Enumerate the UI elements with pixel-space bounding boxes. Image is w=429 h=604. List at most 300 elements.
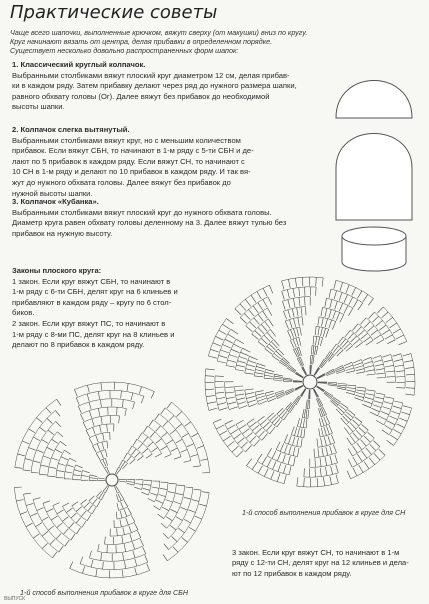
stitch-mark bbox=[117, 528, 118, 536]
stitch-mark bbox=[228, 334, 236, 339]
stitch-mark bbox=[256, 393, 265, 395]
stitch-mark bbox=[47, 447, 54, 450]
stitch-mark bbox=[148, 498, 155, 502]
stitch-mark bbox=[103, 459, 106, 466]
stitch-mark bbox=[89, 478, 97, 479]
stitch-mark bbox=[67, 465, 74, 467]
stitch-mark bbox=[145, 555, 148, 562]
row-arc bbox=[275, 393, 277, 399]
stitch-mark bbox=[333, 445, 336, 453]
stitch-mark bbox=[92, 508, 96, 515]
stitch-mark bbox=[254, 440, 260, 447]
stitch-mark bbox=[356, 369, 365, 371]
stitch-mark bbox=[284, 311, 287, 319]
stitch-mark bbox=[305, 287, 306, 296]
stitch-mark bbox=[240, 304, 246, 311]
stitch-mark bbox=[249, 356, 257, 359]
stitch-mark bbox=[124, 544, 125, 551]
stitch-mark bbox=[37, 508, 44, 511]
stitch-mark bbox=[33, 498, 40, 500]
stitch-mark bbox=[171, 509, 178, 512]
stitch-mark bbox=[274, 376, 283, 378]
stitch-mark bbox=[241, 442, 247, 448]
row-arc bbox=[114, 522, 135, 528]
stitch-mark bbox=[97, 444, 100, 451]
row-arc bbox=[64, 458, 69, 479]
stitch-mark bbox=[189, 527, 195, 531]
stitch-mark bbox=[305, 297, 306, 306]
stitch-mark bbox=[354, 363, 362, 366]
stitch-mark bbox=[125, 409, 127, 416]
stitch-mark bbox=[206, 369, 215, 370]
stitch-mark bbox=[48, 476, 56, 477]
stitch-mark bbox=[396, 388, 405, 389]
stitch-mark bbox=[266, 393, 274, 396]
stitch-mark bbox=[269, 285, 272, 293]
stitch-mark bbox=[98, 544, 100, 551]
stitch-mark bbox=[304, 409, 306, 418]
stitch-mark bbox=[387, 440, 394, 445]
stitch-mark bbox=[42, 517, 49, 521]
stitch-mark bbox=[57, 432, 63, 437]
stitch-mark bbox=[143, 437, 148, 443]
section-heading: 2. Колпачок слегка вытянутый. bbox=[12, 125, 130, 134]
stitch-mark bbox=[320, 458, 321, 467]
paragraph-line: прибавок на нужную высоту. bbox=[12, 228, 113, 238]
stitch-mark bbox=[355, 395, 364, 397]
row-arc bbox=[33, 500, 65, 547]
stitch-mark bbox=[368, 432, 375, 438]
stitch-mark bbox=[336, 475, 338, 484]
stitch-mark bbox=[230, 429, 237, 434]
stitch-mark bbox=[347, 385, 356, 386]
stitch-mark bbox=[245, 393, 254, 395]
stitch-mark bbox=[151, 392, 154, 399]
stitch-mark bbox=[50, 539, 55, 544]
stitch-mark bbox=[226, 319, 233, 324]
stitch-mark bbox=[326, 447, 328, 456]
stitch-mark bbox=[322, 318, 324, 327]
stitch-mark bbox=[301, 389, 306, 397]
row-arc bbox=[346, 384, 347, 390]
stitch-mark bbox=[353, 420, 360, 426]
stitch-mark bbox=[191, 455, 198, 457]
stitch-mark bbox=[140, 539, 143, 546]
stitch-mark bbox=[364, 322, 370, 328]
stitch-mark bbox=[316, 346, 318, 355]
stitch-mark bbox=[56, 421, 61, 426]
stitch-mark bbox=[171, 448, 178, 451]
stitch-mark bbox=[355, 417, 362, 422]
stitch-mark bbox=[234, 344, 242, 348]
stitch-mark bbox=[356, 342, 363, 347]
stitch-mark bbox=[277, 453, 280, 461]
stitch-mark bbox=[302, 409, 304, 418]
stitch-mark bbox=[103, 562, 104, 569]
stitch-mark bbox=[273, 461, 277, 469]
paragraph-line: лают по 5 прибавок в каждом ряду. Если вяжут СН, то начинают с bbox=[12, 156, 245, 166]
stitch-mark bbox=[340, 282, 343, 290]
stitch-mark bbox=[238, 361, 246, 364]
law3-line: ряду с 12-ти СН, делят круг на 12 клиньев и дела- bbox=[232, 558, 409, 568]
stitch-mark bbox=[239, 405, 247, 408]
stitch-mark bbox=[58, 463, 65, 465]
wedge bbox=[15, 399, 105, 481]
row-arc bbox=[314, 336, 323, 338]
row-arc bbox=[153, 420, 181, 457]
stitch-mark bbox=[368, 298, 373, 305]
stitch-mark bbox=[347, 438, 352, 445]
stitch-mark bbox=[297, 418, 299, 427]
stitch-mark bbox=[291, 330, 294, 338]
stitch-mark bbox=[134, 487, 141, 489]
stitch-mark bbox=[350, 436, 355, 443]
stitch-mark bbox=[336, 313, 339, 321]
stitch-mark bbox=[225, 339, 233, 343]
row-arc bbox=[225, 382, 230, 410]
stitch-mark bbox=[325, 298, 327, 307]
stitch-mark bbox=[258, 398, 266, 401]
page-title: Практические советы bbox=[10, 2, 218, 23]
stitch-mark bbox=[231, 349, 239, 352]
stitch-mark bbox=[187, 444, 194, 447]
stitch-mark bbox=[346, 285, 349, 293]
stitch-mark bbox=[152, 447, 158, 451]
stitch-mark bbox=[290, 340, 294, 348]
stitch-mark bbox=[57, 399, 61, 405]
stitch-mark bbox=[160, 488, 168, 489]
stitch-mark bbox=[256, 366, 265, 368]
stitch-mark bbox=[149, 420, 153, 426]
stitch-mark bbox=[89, 551, 91, 558]
stitch-mark bbox=[87, 394, 89, 401]
stitch-mark bbox=[144, 484, 152, 485]
stitch-mark bbox=[102, 442, 104, 449]
stitch-mark bbox=[364, 462, 369, 469]
stitch-mark bbox=[42, 543, 47, 548]
stitch-mark bbox=[105, 450, 107, 457]
stitch-mark bbox=[247, 419, 254, 424]
stitch-mark bbox=[345, 330, 350, 337]
stitch-mark bbox=[328, 384, 337, 385]
wedge bbox=[297, 389, 339, 487]
stitch-mark bbox=[147, 564, 150, 571]
stitch-mark bbox=[377, 307, 383, 313]
stitch-mark bbox=[57, 470, 65, 471]
stitch-mark bbox=[292, 437, 294, 446]
row-arc bbox=[81, 407, 127, 414]
stitch-mark bbox=[375, 364, 384, 366]
stitch-mark bbox=[169, 483, 177, 484]
stitch-mark bbox=[98, 391, 99, 398]
stitch-mark bbox=[345, 365, 353, 368]
stitch-mark bbox=[308, 400, 309, 409]
stitch-mark bbox=[242, 348, 250, 352]
stitch-mark bbox=[33, 437, 40, 441]
stitch-mark bbox=[123, 553, 124, 560]
stitch-mark bbox=[312, 356, 313, 365]
stitch-mark bbox=[247, 364, 256, 366]
stitch-mark bbox=[379, 325, 386, 330]
stitch-mark bbox=[252, 425, 259, 431]
stitch-mark bbox=[236, 365, 245, 367]
stitch-mark bbox=[268, 297, 272, 305]
law1-line: биков. bbox=[12, 308, 35, 318]
stitch-mark bbox=[63, 517, 69, 522]
stitch-mark bbox=[125, 561, 126, 568]
stitch-mark bbox=[208, 356, 217, 358]
stitch-mark bbox=[98, 478, 105, 479]
stitch-mark bbox=[127, 383, 128, 390]
stitch-mark bbox=[319, 428, 321, 437]
classic-cap-shape bbox=[336, 81, 412, 119]
stitch-mark bbox=[335, 367, 343, 371]
stitch-mark bbox=[293, 339, 296, 347]
stitch-mark bbox=[263, 288, 267, 296]
stitch-mark bbox=[320, 338, 322, 347]
stitch-mark bbox=[258, 466, 262, 474]
paragraph-line: Диаметр круга равен обхвату головы деленному на 3. Далее вяжут тулью без bbox=[12, 218, 287, 228]
stitch-mark bbox=[16, 500, 23, 502]
stitch-mark bbox=[321, 418, 324, 426]
stitch-mark bbox=[33, 461, 40, 463]
stitch-mark bbox=[379, 416, 387, 420]
stitch-mark bbox=[360, 318, 366, 325]
stitch-mark bbox=[257, 416, 264, 421]
stitch-mark bbox=[344, 306, 348, 314]
wedge bbox=[317, 354, 415, 396]
stitch-mark bbox=[353, 300, 358, 308]
stitch-mark bbox=[170, 430, 176, 435]
stitch-mark bbox=[246, 396, 255, 398]
stitch-mark bbox=[353, 468, 357, 476]
stitch-mark bbox=[197, 446, 204, 449]
stitch-mark bbox=[135, 523, 139, 530]
stitch-mark bbox=[43, 501, 50, 504]
stitch-mark bbox=[333, 311, 336, 319]
stitch-mark bbox=[42, 531, 48, 536]
elongated-cap-shape bbox=[336, 134, 412, 221]
stitch-mark bbox=[319, 418, 321, 427]
stitch-mark bbox=[344, 295, 348, 303]
stitch-mark bbox=[49, 467, 56, 469]
stitch-mark bbox=[370, 412, 378, 416]
stitch-mark bbox=[14, 487, 21, 488]
stitch-mark bbox=[366, 340, 373, 345]
wedge bbox=[115, 402, 210, 474]
row-arc bbox=[31, 421, 56, 472]
stitch-mark bbox=[385, 335, 393, 339]
stitch-mark bbox=[325, 467, 327, 476]
stitch-mark bbox=[301, 438, 302, 447]
stitch-mark bbox=[317, 439, 318, 448]
stitch-mark bbox=[116, 469, 121, 475]
stitch-mark bbox=[66, 508, 72, 512]
stitch-mark bbox=[96, 435, 99, 442]
law3-line: 3 закон. Если круг вяжут СН, то начинают в 1-м bbox=[232, 548, 400, 557]
stitch-mark bbox=[143, 426, 147, 432]
stitch-mark bbox=[237, 398, 246, 400]
row-arc bbox=[290, 337, 299, 340]
stitch-mark bbox=[88, 505, 93, 511]
stitch-mark bbox=[265, 391, 274, 393]
stitch-mark bbox=[250, 422, 257, 427]
stitch-mark bbox=[298, 448, 300, 457]
stitch-mark bbox=[337, 388, 346, 390]
stitch-mark bbox=[242, 429, 249, 434]
stitch-mark bbox=[238, 402, 247, 405]
stitch-mark bbox=[352, 288, 356, 296]
stitch-mark bbox=[330, 300, 332, 309]
stitch-mark bbox=[222, 324, 229, 329]
stitch-mark bbox=[334, 291, 337, 300]
stitch-mark bbox=[246, 369, 255, 371]
stitch-mark bbox=[300, 327, 302, 336]
stitch-mark bbox=[406, 388, 415, 389]
stitch-mark bbox=[262, 434, 268, 441]
stitch-mark bbox=[399, 418, 407, 421]
stitch-mark bbox=[245, 373, 254, 374]
stitch-mark bbox=[184, 461, 191, 463]
row-arc bbox=[103, 491, 105, 493]
stitch-mark bbox=[229, 355, 237, 358]
stitch-mark bbox=[320, 468, 321, 477]
stitch-mark bbox=[306, 419, 307, 428]
stitch-mark bbox=[46, 408, 51, 414]
stitch-mark bbox=[259, 431, 265, 438]
stitch-mark bbox=[166, 517, 172, 521]
stitch-mark bbox=[107, 441, 108, 448]
stitch-mark bbox=[236, 420, 244, 424]
stitch-mark bbox=[153, 506, 159, 510]
stitch-mark bbox=[293, 298, 295, 307]
stitch-mark bbox=[306, 400, 307, 409]
stitch-mark bbox=[276, 442, 280, 450]
stitch-mark bbox=[138, 433, 142, 439]
center-ring bbox=[106, 474, 118, 486]
stitch-mark bbox=[318, 327, 319, 336]
stitch-mark bbox=[306, 307, 307, 316]
stitch-mark bbox=[321, 428, 323, 437]
stitch-mark bbox=[390, 435, 397, 440]
stitch-mark bbox=[23, 470, 31, 471]
stitch-mark bbox=[394, 430, 402, 434]
stitch-mark bbox=[133, 402, 135, 409]
stitch-mark bbox=[284, 380, 293, 381]
stitch-mark bbox=[117, 407, 118, 415]
row-arc bbox=[381, 356, 386, 378]
stitch-mark bbox=[51, 516, 57, 520]
stitch-mark bbox=[124, 453, 128, 460]
intro-line: Круг начинают вязать от центра, делая прибавки в определенном порядке. bbox=[10, 37, 273, 46]
stitch-mark bbox=[71, 534, 75, 540]
stitch-mark bbox=[295, 349, 299, 357]
stitch-mark bbox=[353, 457, 357, 465]
stitch-mark bbox=[367, 374, 376, 375]
stitch-mark bbox=[65, 540, 69, 546]
stitch-mark bbox=[283, 455, 286, 463]
stitch-mark bbox=[366, 370, 375, 372]
stitch-mark bbox=[164, 544, 169, 550]
stitch-mark bbox=[174, 457, 181, 460]
stitch-mark bbox=[195, 516, 202, 519]
stitch-mark bbox=[353, 339, 360, 345]
stitch-mark bbox=[194, 489, 202, 490]
stitch-mark bbox=[323, 407, 327, 415]
row-arc bbox=[391, 354, 396, 382]
row-arc bbox=[297, 426, 306, 428]
stitch-mark bbox=[359, 428, 366, 434]
stitch-mark bbox=[328, 385, 337, 386]
stitch-mark bbox=[133, 439, 137, 445]
paragraph-line: прибавок. Если вяжут СБН, то начинают в 1-м ряду с 5-ти СБН и де- bbox=[12, 146, 254, 156]
row-arc bbox=[312, 346, 318, 347]
stitch-mark bbox=[36, 418, 42, 423]
stitch-mark bbox=[178, 528, 184, 532]
stitch-mark bbox=[403, 406, 412, 408]
stitch-mark bbox=[313, 336, 314, 345]
stitch-mark bbox=[76, 398, 79, 405]
stitch-mark bbox=[119, 416, 120, 424]
row-arc bbox=[155, 481, 160, 502]
stitch-mark bbox=[80, 557, 83, 564]
stitch-mark bbox=[314, 449, 315, 458]
stitch-mark bbox=[274, 374, 283, 376]
stitch-mark bbox=[117, 503, 119, 510]
stitch-mark bbox=[124, 510, 127, 517]
stitch-mark bbox=[282, 291, 285, 299]
stitch-mark bbox=[30, 513, 37, 516]
stitch-mark bbox=[228, 360, 237, 362]
stitch-mark bbox=[232, 446, 239, 452]
stitch-mark bbox=[317, 478, 318, 487]
stitch-mark bbox=[82, 471, 89, 473]
stitch-mark bbox=[294, 329, 297, 337]
section-classic-cap bbox=[12, 60, 332, 113]
stitch-mark bbox=[347, 390, 356, 392]
stitch-mark bbox=[329, 310, 332, 318]
law1-line: прибавляют в каждом ряду – кругу по 6 стол- bbox=[12, 297, 172, 307]
stitch-mark bbox=[263, 299, 267, 307]
stitch-mark bbox=[254, 318, 260, 325]
row-arc bbox=[117, 492, 119, 493]
stitch-mark bbox=[321, 307, 323, 316]
stitch-mark bbox=[100, 425, 102, 432]
stitch-mark bbox=[376, 393, 385, 395]
stitch-mark bbox=[55, 449, 62, 453]
stitch-mark bbox=[192, 500, 199, 502]
stitch-mark bbox=[177, 411, 182, 416]
stitch-mark bbox=[405, 367, 414, 368]
row-arc bbox=[89, 554, 145, 561]
stitch-mark bbox=[298, 428, 300, 437]
stitch-mark bbox=[70, 458, 77, 462]
stitch-mark bbox=[369, 458, 374, 465]
stitch-mark bbox=[375, 397, 384, 399]
stitch-mark bbox=[122, 570, 123, 578]
stitch-mark bbox=[347, 388, 356, 389]
stitch-mark bbox=[348, 308, 353, 316]
stitch-mark bbox=[60, 441, 66, 446]
stitch-mark bbox=[268, 398, 276, 402]
stitch-mark bbox=[89, 438, 93, 445]
stitch-mark bbox=[169, 415, 174, 420]
row-arc bbox=[104, 467, 106, 468]
stitch-mark bbox=[356, 393, 365, 395]
stitch-mark bbox=[182, 433, 188, 437]
stitch-mark bbox=[245, 299, 250, 306]
stitch-mark bbox=[53, 503, 60, 506]
